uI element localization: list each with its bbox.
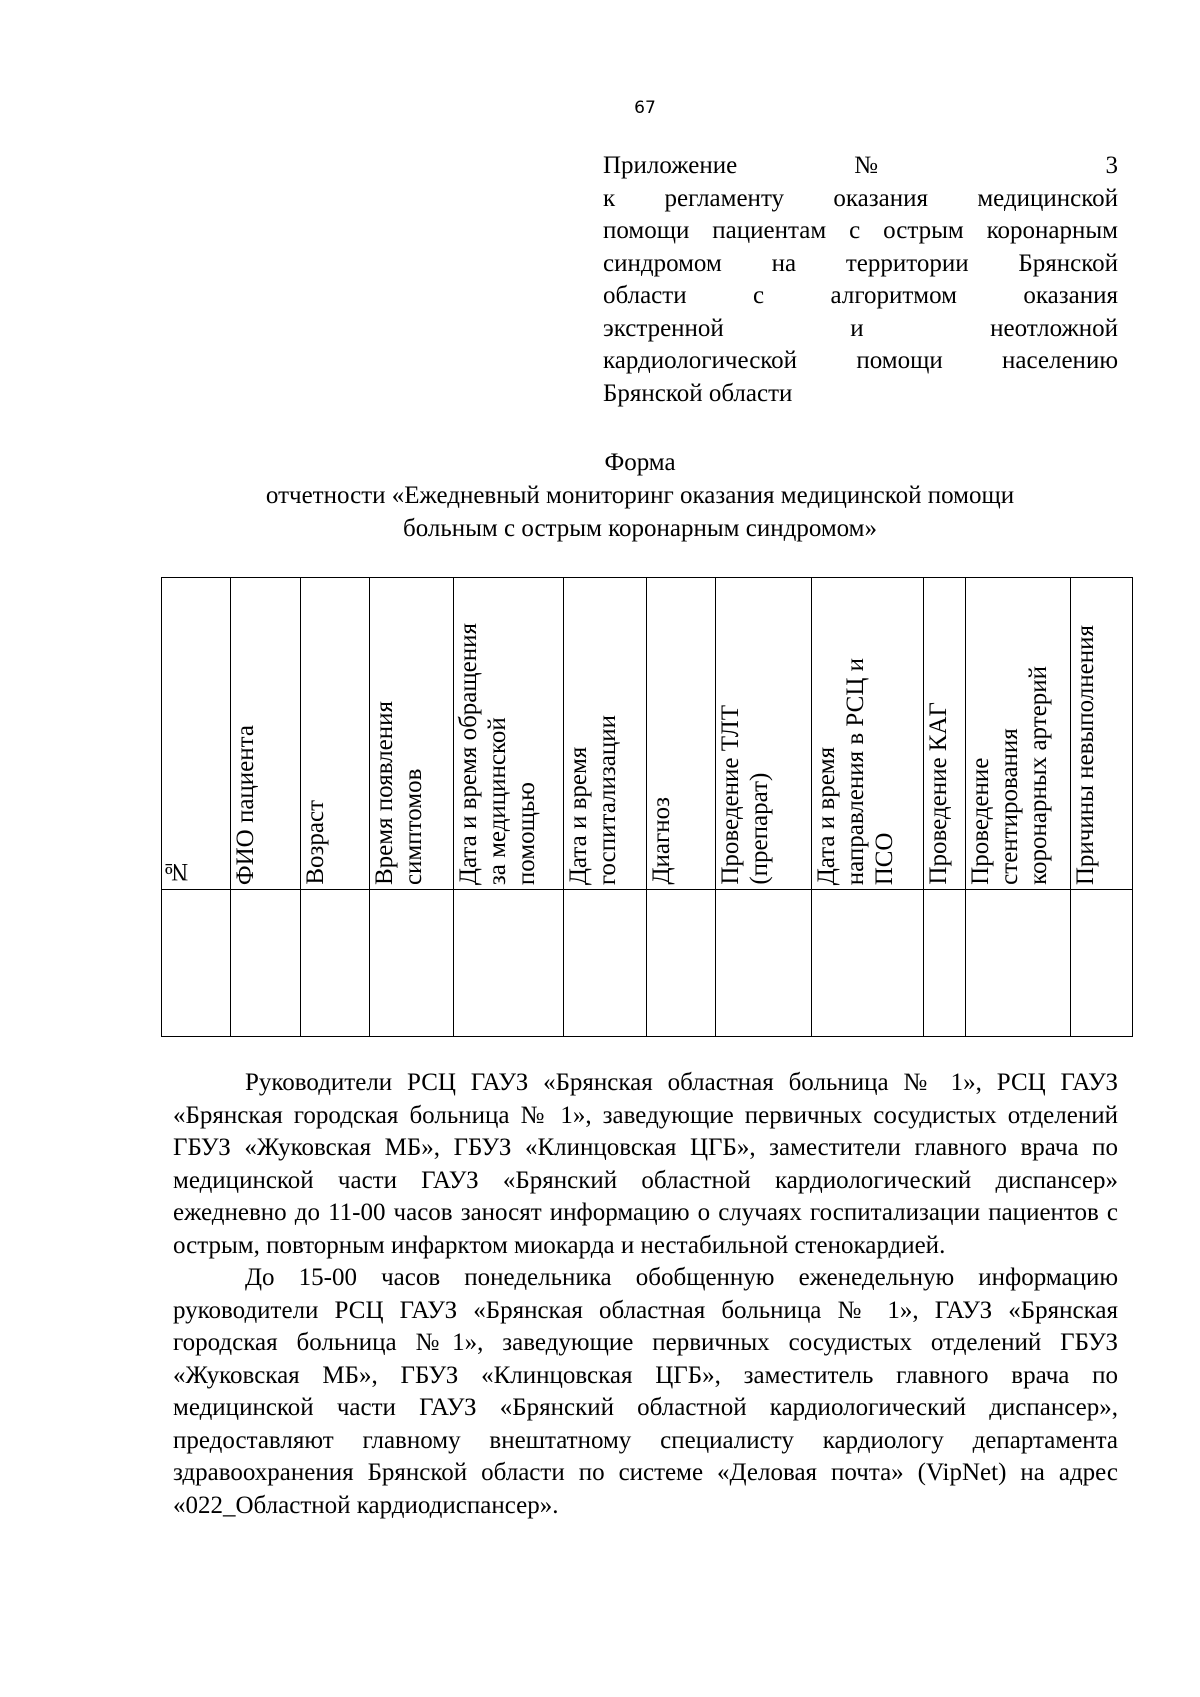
table-header-row (162, 578, 1133, 890)
column-header-label: Проведение КАГ (925, 702, 952, 885)
column-header (162, 578, 231, 890)
appendix-line: области с алгоритмом оказания (603, 282, 1118, 309)
form-subtitle-line: больным с острым коронарным синдромом» (402, 515, 878, 542)
table-cell[interactable] (454, 890, 564, 1037)
form-subtitle-line: отчетности «Ежедневный мониторинг оказания медицинской помощи (265, 482, 1015, 509)
body-paragraph: До 15-00 часов понедельника обобщенную еженедельную информацию руководители РСЦ ГАУЗ «Брянская областная больница № 1», ГАУЗ «Брянская городская больница №1», заведующие первичных сосудистых отделений ГБУЗ «Жуковская МБ», ГБУЗ «Клинцовская ЦГБ», заместитель главного врача по медицинской части ГАУЗ «Брянский областной кардиологический диспансер», предоставляют главному внештатному специалисту кардиологу департамента здравоохранения Брянской области по системе «Деловая почта» (VipNet) на адрес «022_Областной кардиодиспансер». (173, 1264, 1118, 1519)
appendix-line: кардиологической помощи населению (603, 347, 1118, 374)
appendix-line: к регламенту оказания медицинской (603, 184, 1118, 212)
table-cell[interactable] (231, 890, 301, 1037)
column-header (1071, 578, 1133, 890)
column-header (716, 578, 812, 890)
column-header-label: Дата и время направления в РСЦ и ПСО (813, 657, 898, 885)
column-header (564, 578, 647, 890)
column-header (924, 578, 966, 890)
column-header-label: № (163, 858, 190, 885)
table-cell[interactable] (301, 890, 370, 1037)
column-header-label: ФИО пациента (232, 724, 259, 885)
table-cell[interactable] (924, 890, 966, 1037)
column-header (301, 578, 370, 890)
column-header-label: Дата и время госпитализации (565, 714, 621, 885)
table-row (162, 890, 1133, 1037)
appendix-line: Брянской области (603, 379, 793, 407)
column-header (812, 578, 924, 890)
column-header-label: Время появления симптомов (371, 700, 427, 885)
table-cell[interactable] (162, 890, 231, 1037)
appendix-line: экстренной и неотложной (603, 314, 1118, 342)
table-cell[interactable] (1071, 890, 1133, 1037)
column-header (966, 578, 1071, 890)
table-cell[interactable] (812, 890, 924, 1037)
table-cell[interactable] (564, 890, 647, 1037)
body-paragraph: Руководители РСЦ ГАУЗ «Брянская областная больница № 1», РСЦ ГАУЗ «Брянская городская больница № 1», заведующие первичных сосудистых отделений ГБУЗ «Жуковская МБ», ГБУЗ «Клинцовская ЦГБ», заместители главного врача по медицинской части ГАУЗ «Брянский областной кардиологический диспансер» ежедневно до 11-00 часов заносят информацию о случаях госпитализации пациентов с острым, повторным инфарктом миокарда и нестабильной стенокардией. (173, 1069, 1118, 1259)
page-number: 67 (634, 98, 656, 118)
table-cell[interactable] (370, 890, 454, 1037)
column-header (647, 578, 716, 890)
column-header (370, 578, 454, 890)
body-text (173, 1067, 1118, 1522)
form-heading: Форма (604, 449, 676, 476)
column-header (454, 578, 564, 890)
column-header-label: Диагноз (648, 797, 675, 885)
appendix-line: синдромом на территории Брянской (603, 249, 1118, 277)
report-table (161, 577, 1133, 1037)
column-header-label: Причины невыполнения (1072, 624, 1099, 885)
appendix-line: помощи пациентам с острым коронарным (603, 217, 1118, 244)
appendix-block (603, 150, 1118, 410)
table-cell[interactable] (647, 890, 716, 1037)
column-header-label: Дата и время обращения за медицинской помощью (455, 622, 540, 885)
table-cell[interactable] (716, 890, 812, 1037)
column-header-label: Проведение стентирования коронарных артерий (967, 666, 1052, 885)
column-header-label: Проведение ТЛТ (препарат) (717, 705, 773, 885)
form-subtitle (160, 479, 1120, 545)
table-cell[interactable] (966, 890, 1071, 1037)
column-header-label: Возраст (302, 800, 329, 885)
appendix-line: Приложение № 3 (603, 152, 1118, 179)
column-header (231, 578, 301, 890)
